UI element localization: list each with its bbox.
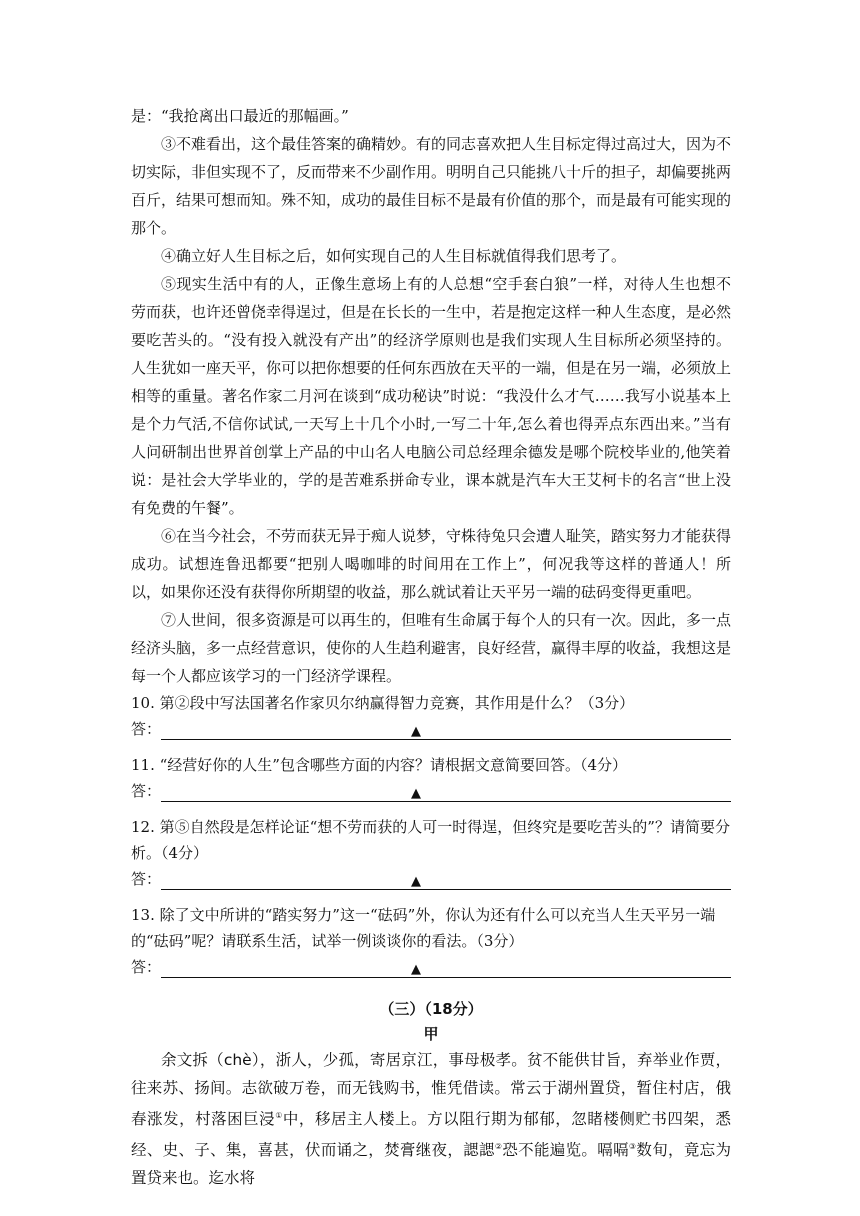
section-title: （三）（18分） xyxy=(379,1000,483,1018)
question-12 xyxy=(131,814,731,894)
answer-label: 答： xyxy=(131,958,162,976)
classical-text-part: 数旬，竟忘为置贷来也。迄水将 xyxy=(131,1141,732,1188)
answer-line[interactable] xyxy=(131,866,731,894)
passage-paragraph-3: ③不难看出，这个最佳答案的确精妙。有的同志喜欢把人生目标定得过高过大，因为不切实际，非但实现不了，反而带来不少副作用。明明自己只能挑八十斤的担子，却偏要挑两百斤，结果可想而知。殊不知，成功的最佳目标不是最有价值的那个，而是最有可能实现的那个。 xyxy=(131,135,732,237)
passage-paragraph-7: ⑦人世间，很多资源是可以再生的，但唯有生命属于每个人的只有一次。因此，多一点经济头脑，多一点经营意识，使你的人生趋利避害，良好经营，赢得丰厚的收益，我想这是每一个人都应该学习的一门经济学课程。 xyxy=(131,611,732,685)
question-text: 10. 第②段中写法国著名作家贝尔纳赢得智力竞赛，其作用是什么？（3分） xyxy=(131,694,635,712)
passage-paragraph-5: ⑤现实生活中有的人，正像生意场上有的人总想“空手套白狼”一样，对待人生也想不劳而获，也许还曾侥幸得逞过，但是在长长的一生中，若是抱定这样一种人生态度，是必然要吃苦头的。“没有投入就没有产出”的经济学原则也是我们实现人生目标所必须坚持的。人生犹如一座天平，你可以把你想要的任何东西放在天平的一端，但是在另一端，必须放上相等的重量。著名作家二月河在谈到“成功秘诀”时说：“我没什么才气……我写小说基本上是个力气活,不信你试试,一天写上十几个小时,一写二十年,怎么着也得弄点东西出来。”当有人问研制出世界首创掌上产品的中山名人电脑公司总经理余德发是哪个院校毕业的,他笑着说：是社会大学毕业的，学的是苦难系拼命专业，课本就是汽车大王艾柯卡的名言“世上没有免费的午餐”。 xyxy=(131,275,732,517)
exam-page xyxy=(131,102,731,1192)
triangle-marker: ▲ xyxy=(411,786,421,801)
footnote-marker: ② xyxy=(494,1142,503,1152)
classical-text-part: 中，移居主人楼上。方以阻行期为郁郁，忽睹楼侧贮书四架，悉经、史、子、集，喜甚，伏而诵之，焚膏继夜，諰諰 xyxy=(131,1110,731,1160)
question-text: 11. “经营好你的人生”包含哪些方面的内容？请根据文意简要回答。（4分） xyxy=(131,756,628,774)
question-text: 13. 除了文中所讲的“踏实努力”这一“砝码”外，你认为还有什么可以充当人生天平另一端的“砝码”呢？请联系生活，试举一例谈谈你的看法。（3分） xyxy=(131,906,716,950)
passage-paragraph-6: ⑥在当今社会，不劳而获无异于痴人说梦，守株待兔只会遭人耻笑，踏实努力才能获得成功。试想连鲁迅都要“把别人喝咖啡的时间用在工作上”，何况我等这样的普通人！所以，如果你还没有获得你所期望的收益，那么就试着让天平另一端的砝码变得更重吧。 xyxy=(131,527,732,601)
answer-label: 答： xyxy=(131,870,162,888)
answer-line[interactable] xyxy=(131,954,731,982)
answer-label: 答： xyxy=(131,782,162,800)
answer-line[interactable] xyxy=(131,716,731,744)
footnote-marker: ③ xyxy=(628,1142,637,1152)
footnote-marker: ① xyxy=(275,1111,283,1120)
classical-text-paragraph xyxy=(131,1046,731,1192)
question-10 xyxy=(131,690,731,744)
answer-line[interactable] xyxy=(131,778,731,806)
answer-underline xyxy=(161,801,731,802)
question-11 xyxy=(131,752,731,806)
answer-underline xyxy=(161,889,731,890)
section-subtitle: 甲 xyxy=(423,1025,439,1043)
passage-paragraph-intro: 是：“我抢离出口最近的那幅画。” xyxy=(131,107,349,125)
classical-text-part: 恐不能遍览。嗝嗝 xyxy=(502,1141,629,1160)
answer-label: 答： xyxy=(131,720,162,738)
triangle-marker: ▲ xyxy=(411,724,421,739)
question-13 xyxy=(131,902,731,982)
answer-underline xyxy=(161,977,731,978)
passage-paragraph-4: ④确立好人生目标之后，如何实现自己的人生目标就值得我们思考了。 xyxy=(161,247,627,265)
classical-text-part: 余文拆（chè），浙人，少孤，寄居京江，事母极孝。贫不能供甘旨，弃举业作贾，往来苏、扬间。志欲破万卷，而无钱购书，惟凭借读。常云于湖州置贷，暂住村店，俄春涨发，村落困巨浸 xyxy=(131,1051,731,1129)
triangle-marker: ▲ xyxy=(411,874,421,889)
triangle-marker: ▲ xyxy=(411,962,421,977)
question-text: 12. 第⑤自然段是怎样论证“想不劳而获的人可一时得逞，但终究是要吃苦头的”？请简要分析。（4分） xyxy=(131,818,730,862)
answer-underline xyxy=(161,739,731,740)
